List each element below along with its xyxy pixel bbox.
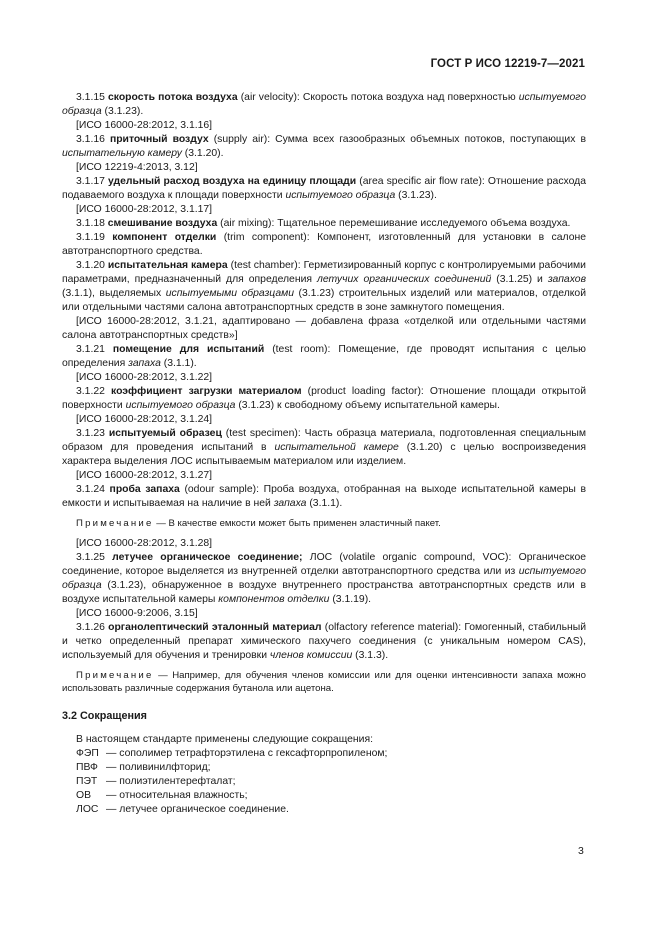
note: Примечание — Например, для обучения членов комиссии или для оценки интенсивности запаха можно использовать различные содержания бутанола или ацетона. bbox=[62, 670, 586, 694]
list-item: ПВФ — поливинилфторид; bbox=[76, 762, 211, 773]
term-reference: [ИСО 16000-28:2012, 3.1.17] bbox=[76, 204, 213, 215]
term-3-1-15: 3.1.15 скорость потока воздуха (air velocity): Скорость потока воздуха над поверхностью испытуемого образца (3.1.23). bbox=[62, 92, 587, 117]
list-item: ОВ — относительная влажность; bbox=[76, 790, 248, 801]
document-body bbox=[62, 91, 586, 817]
section-intro: В настоящем стандарте применены следующие сокращения: bbox=[76, 734, 373, 745]
term-3-1-20: 3.1.20 испытательная камера (test chamber): Герметизированный корпус с контролируемыми рабочими параметрами, предназначенный для определения летучих органических соединений (3.1.25) и запахов (3.1.1), выделяемых испытуемыми образцами (3.1.23) строительных изделий или материалов, отделкой или отдельными частями салона автотранспортных средств в зоне замкнутого помещения. bbox=[62, 260, 586, 313]
term-reference: [ИСО 16000-28:2012, 3.1.27] bbox=[76, 470, 213, 481]
list-item: ФЭП — сополимер тетрафторэтилена с гексафторпропиленом; bbox=[76, 748, 388, 759]
term-3-1-23: 3.1.23 испытуемый образец (test specimen): Часть образца материала, подготовленная специальным образом для проведения испытаний в испытательной камере (3.1.20) с целью воспроизведения характера выделения ЛОС испытываемым материалом или изделием. bbox=[62, 428, 586, 467]
abbreviation-list bbox=[62, 747, 586, 817]
term-3-1-22: 3.1.22 коэффициент загрузки материалом (product loading factor): Отношение площади открытой поверхности испытуемого образца (3.1.23) к свободному объему испытательной камеры. bbox=[62, 386, 586, 411]
term-reference: [ИСО 16000-28:2012, 3.1.21, адаптировано — добавлена фраза «отделкой или отдельными частями салона автотранспортных средств»] bbox=[62, 316, 586, 341]
term-reference: [ИСО 16000-28:2012, 3.1.22] bbox=[76, 372, 213, 383]
term-reference: [ИСО 16000-28:2012, 3.1.16] bbox=[76, 120, 213, 131]
note: Примечание — В качестве емкости может быть применен эластичный пакет. bbox=[76, 518, 441, 529]
term-reference: [ИСО 16000-28:2012, 3.1.28] bbox=[76, 538, 213, 549]
list-item: ЛОС — летучее органическое соединение. bbox=[76, 804, 289, 815]
page-number: 3 bbox=[578, 845, 584, 857]
term-3-1-21: 3.1.21 помещение для испытаний (test room): Помещение, где проводят испытания с целью определения запаха (3.1.1). bbox=[62, 344, 586, 369]
term-3-1-25: 3.1.25 летучее органическое соединение; ЛОС (volatile organic compound, VOC): Органическое соединение, которое выделяется из внутренней отделки автотранспортного средства или из испытуемого образца (3.1.23), обнаруженное в воздухе внутреннего пространства автотранспортных средств или в воздухе испытательной камеры компонентов отделки (3.1.19). bbox=[62, 552, 587, 605]
term-3-1-24: 3.1.24 проба запаха (odour sample): Проба воздуха, отобранная на выходе испытательной камеры в емкости и испытываемая на наличие в ней запаха (3.1.1). bbox=[62, 484, 586, 509]
term-3-1-16: 3.1.16 приточный воздух (supply air): Сумма всех газообразных объемных потоков, поступающих в испытательную камеру (3.1.20). bbox=[62, 134, 586, 159]
term-3-1-17: 3.1.17 удельный расход воздуха на единицу площади (area specific air flow rate): Отношение расхода подаваемого воздуха к площади поверхности испытуемого образца (3.1.23). bbox=[62, 176, 586, 201]
term-reference: [ИСО 12219-4:2013, 3.12] bbox=[76, 162, 198, 173]
term-3-1-26: 3.1.26 органолептический эталонный материал (olfactory reference material): Гомогенный, стабильный и четко определенный препарат химического пахучего соединения (с уникальным номером CAS), используемый для обучения и тренировки членов комиссии (3.1.3). bbox=[62, 622, 587, 661]
term-3-1-18: 3.1.18 смешивание воздуха (air mixing): Тщательное перемешивание исследуемого объема воздуха. bbox=[76, 218, 571, 229]
list-item: ПЭТ — полиэтилентерефталат; bbox=[76, 776, 236, 787]
term-3-1-19: 3.1.19 компонент отделки (trim component): Компонент, изготовленный для установки в салоне автотранспортного средства. bbox=[62, 232, 586, 257]
section-title: 3.2 Сокращения bbox=[62, 710, 147, 722]
term-reference: [ИСО 16000-9:2006, 3.15] bbox=[76, 608, 198, 619]
term-reference: [ИСО 16000-28:2012, 3.1.24] bbox=[76, 414, 213, 425]
document-header: ГОСТ Р ИСО 12219-7—2021 bbox=[430, 58, 585, 70]
